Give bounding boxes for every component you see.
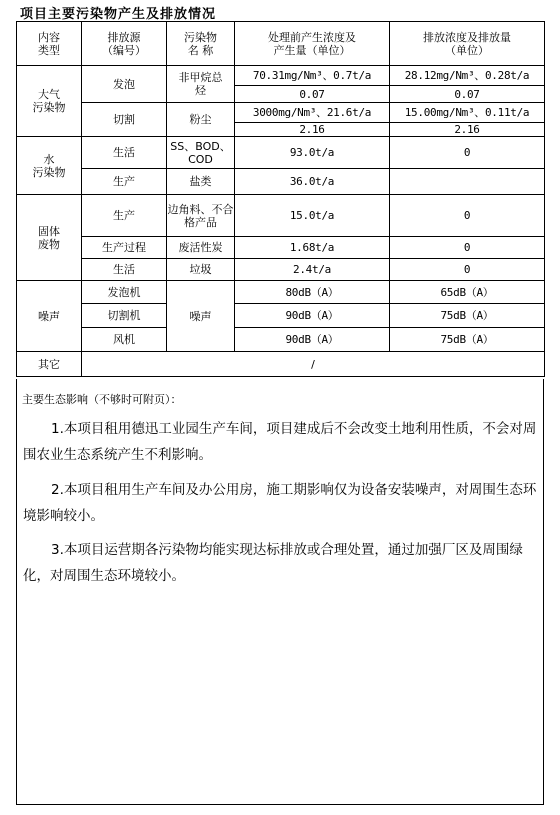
impact-paragraph-2: 2.本项目租用生产车间及办公用房，施工期影响仅为设备安装噪声，对周围生态环境影响较小。 xyxy=(23,482,537,524)
pollutant-garbage: 垃圾 xyxy=(167,259,235,281)
table-row xyxy=(17,352,545,377)
type-noise: 噪声 xyxy=(17,281,82,352)
source-cutting-machine: 切割机 xyxy=(82,304,167,328)
source-life: 生活 xyxy=(82,137,167,169)
source-foaming-machine: 发泡机 xyxy=(82,281,167,304)
source-foaming: 发泡 xyxy=(82,66,167,103)
pollutant-table xyxy=(16,21,545,377)
pollutant-scraps: 边角料、不合 格产品 xyxy=(167,195,235,237)
header-pollutant: 污染物 名 称 xyxy=(167,22,235,66)
table-row xyxy=(17,281,545,304)
cell-before: 36.0t/a xyxy=(235,169,390,195)
source-production: 生产 xyxy=(82,169,167,195)
header-content-type: 内容 类型 xyxy=(17,22,82,66)
type-air: 大气 污染物 xyxy=(17,66,82,137)
table-row xyxy=(17,304,545,328)
header-source: 排放源 （编号） xyxy=(82,22,167,66)
source-production: 生产 xyxy=(82,195,167,237)
table-row xyxy=(17,237,545,259)
cell-before: 2.4t/a xyxy=(235,259,390,281)
cell-after: 75dB（A） xyxy=(390,328,545,352)
type-water: 水 污染物 xyxy=(17,137,82,195)
table-row xyxy=(17,259,545,281)
cell-after: 0.07 xyxy=(390,86,545,103)
table-row xyxy=(17,137,545,169)
pollutant-carbon: 废活性炭 xyxy=(167,237,235,259)
cell-before: 90dB（A） xyxy=(235,304,390,328)
cell-after: 0 xyxy=(390,237,545,259)
table-row xyxy=(17,66,545,86)
cell-after: 75dB（A） xyxy=(390,304,545,328)
source-process: 生产过程 xyxy=(82,237,167,259)
cell-after: 15.00mg/Nm³、0.11t/a xyxy=(390,103,545,123)
type-solid-waste: 固体 废物 xyxy=(17,195,82,281)
cell-before: 70.31mg/Nm³、0.7t/a xyxy=(235,66,390,86)
cell-before: 3000mg/Nm³、21.6t/a xyxy=(235,103,390,123)
cell-before: 1.68t/a xyxy=(235,237,390,259)
header-after: 排放浓度及排放量 （单位） xyxy=(390,22,545,66)
impact-heading: 主要生态影响（不够时可附页）： xyxy=(22,393,182,406)
cell-after xyxy=(390,169,545,195)
cell-before: 90dB（A） xyxy=(235,328,390,352)
cell-after: 28.12mg/Nm³、0.28t/a xyxy=(390,66,545,86)
cell-before: 0.07 xyxy=(235,86,390,103)
cell-after: 65dB（A） xyxy=(390,281,545,304)
type-other: 其它 xyxy=(17,352,82,377)
table-row xyxy=(17,169,545,195)
cell-before: 15.0t/a xyxy=(235,195,390,237)
pollutant-ss-bod-cod: SS、BOD、 COD xyxy=(167,137,235,169)
cell-before: 93.0t/a xyxy=(235,137,390,169)
source-fan: 风机 xyxy=(82,328,167,352)
pollutant-salts: 盐类 xyxy=(167,169,235,195)
cell-before: 2.16 xyxy=(235,123,390,137)
impact-paragraph-3: 3.本项目运营期各污染物均能实现达标排放或合理处置，通过加强厂区及周围绿化，对周围生态环境较小。 xyxy=(23,542,523,584)
source-cutting: 切割 xyxy=(82,103,167,137)
table-row xyxy=(17,195,545,237)
cell-after: 2.16 xyxy=(390,123,545,137)
impact-paragraph-1: 1.本项目租用德迅工业园生产车间，项目建成后不会改变土地利用性质，不会对周围农业生态系统产生不利影响。 xyxy=(23,421,537,463)
table-row xyxy=(17,328,545,352)
header-row xyxy=(17,22,545,66)
ecological-impact-section xyxy=(16,379,544,805)
source-life: 生活 xyxy=(82,259,167,281)
pollutant-noise: 噪声 xyxy=(167,281,235,352)
pollutant-dust: 粉尘 xyxy=(167,103,235,137)
other-value: / xyxy=(82,352,545,377)
cell-after: 0 xyxy=(390,259,545,281)
header-before: 处理前产生浓度及 产生量（单位） xyxy=(235,22,390,66)
cell-before: 80dB（A） xyxy=(235,281,390,304)
cell-after: 0 xyxy=(390,137,545,169)
table-row xyxy=(17,103,545,123)
cell-after: 0 xyxy=(390,195,545,237)
pollutant-nmhc: 非甲烷总 烃 xyxy=(167,66,235,103)
page-title: 项目主要污染物产生及排放情况 xyxy=(20,7,217,22)
